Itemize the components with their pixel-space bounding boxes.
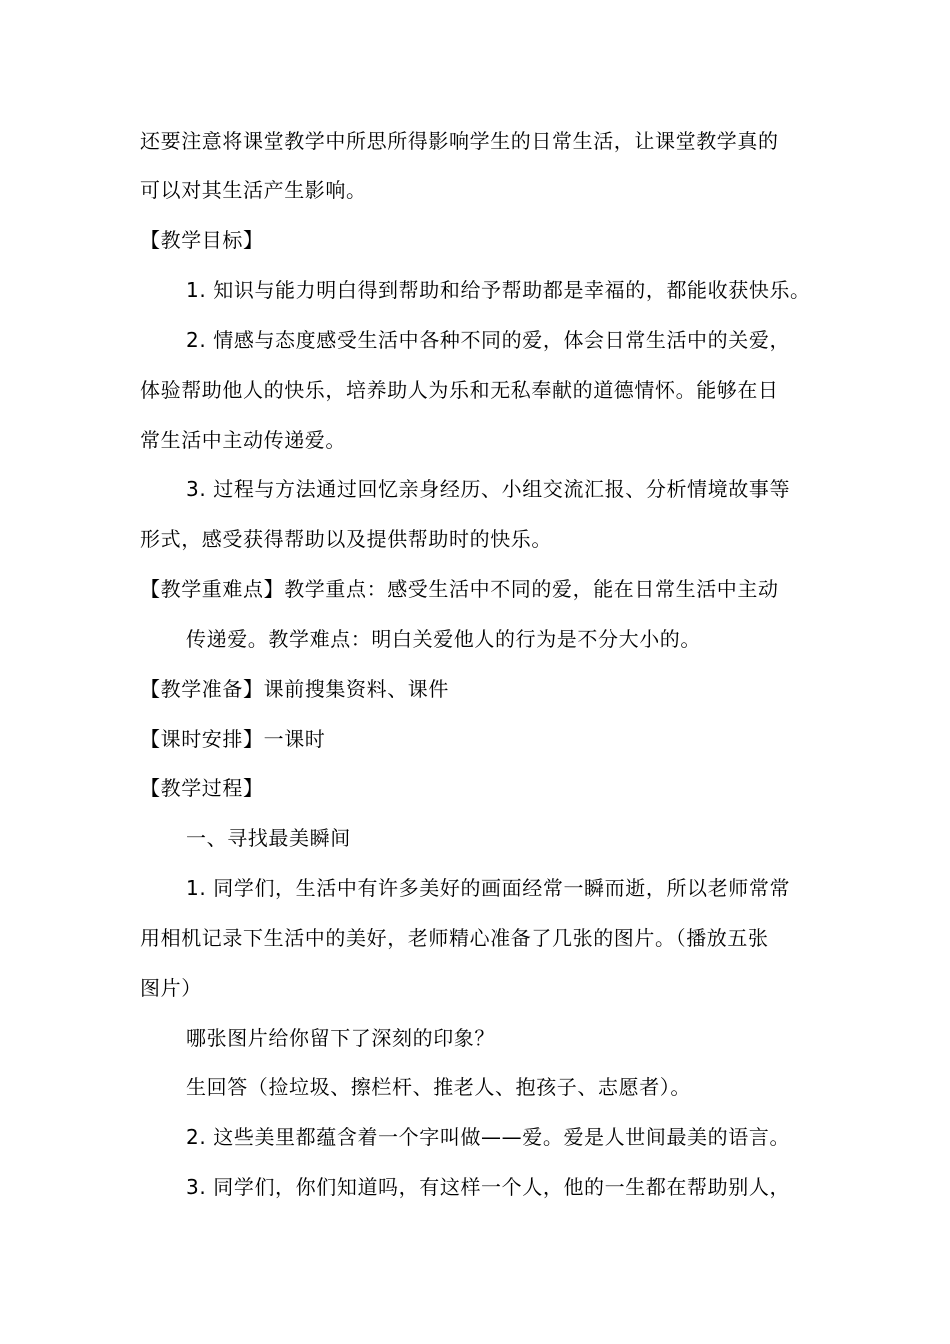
section-heading: 【课时安排】一课时 (140, 727, 326, 751)
text-line: 1. 同学们，生活中有许多美好的画面经常一瞬而逝，所以老师常常 (186, 876, 791, 900)
text-line: 2. 这些美里都蕴含着一个字叫做——爱。爱是人世间最美的语言。 (186, 1125, 791, 1149)
text-line: 哪张图片给你留下了深刻的印象？ (186, 1026, 495, 1050)
text-line: 形式，感受获得帮助以及提供帮助时的快乐。 (140, 527, 552, 551)
text-line: 可以对其生活产生影响。 (140, 178, 367, 202)
text-line: 用相机记录下生活中的美好，老师精心准备了几张的图片。（播放五张 (140, 926, 769, 950)
text-line: 常生活中主动传递爱。 (140, 428, 346, 452)
text-line: 2. 情感与态度感受生活中各种不同的爱，体会日常生活中的关爱， (186, 328, 791, 352)
subsection-heading: 一、寻找最美瞬间 (186, 826, 351, 850)
text-line: 图片） (140, 976, 202, 1000)
section-heading: 【教学过程】 (140, 776, 264, 800)
text-line: 1. 知识与能力明白得到帮助和给予帮助都是幸福的，都能收获快乐。 (186, 278, 811, 302)
section-heading: 【教学目标】 (140, 228, 264, 252)
section-heading: 【教学准备】课前搜集资料、课件 (140, 677, 449, 701)
text-line: 生回答（捡垃圾、擦栏杆、推老人、抱孩子、志愿者）。 (186, 1075, 691, 1099)
text-line: 传递爱。教学难点：明白关爱他人的行为是不分大小的。 (186, 627, 701, 651)
section-heading: 【教学重难点】教学重点：感受生活中不同的爱，能在日常生活中主动 (140, 577, 779, 601)
text-line: 3. 同学们，你们知道吗，有这样一个人，他的一生都在帮助别人， (186, 1175, 791, 1199)
text-line: 体验帮助他人的快乐，培养助人为乐和无私奉献的道德情怀。能够在日 (140, 378, 779, 402)
text-line: 还要注意将课堂教学中所思所得影响学生的日常生活，让课堂教学真的 (140, 129, 779, 153)
text-line: 3. 过程与方法通过回忆亲身经历、小组交流汇报、分析情境故事等 (186, 477, 791, 501)
